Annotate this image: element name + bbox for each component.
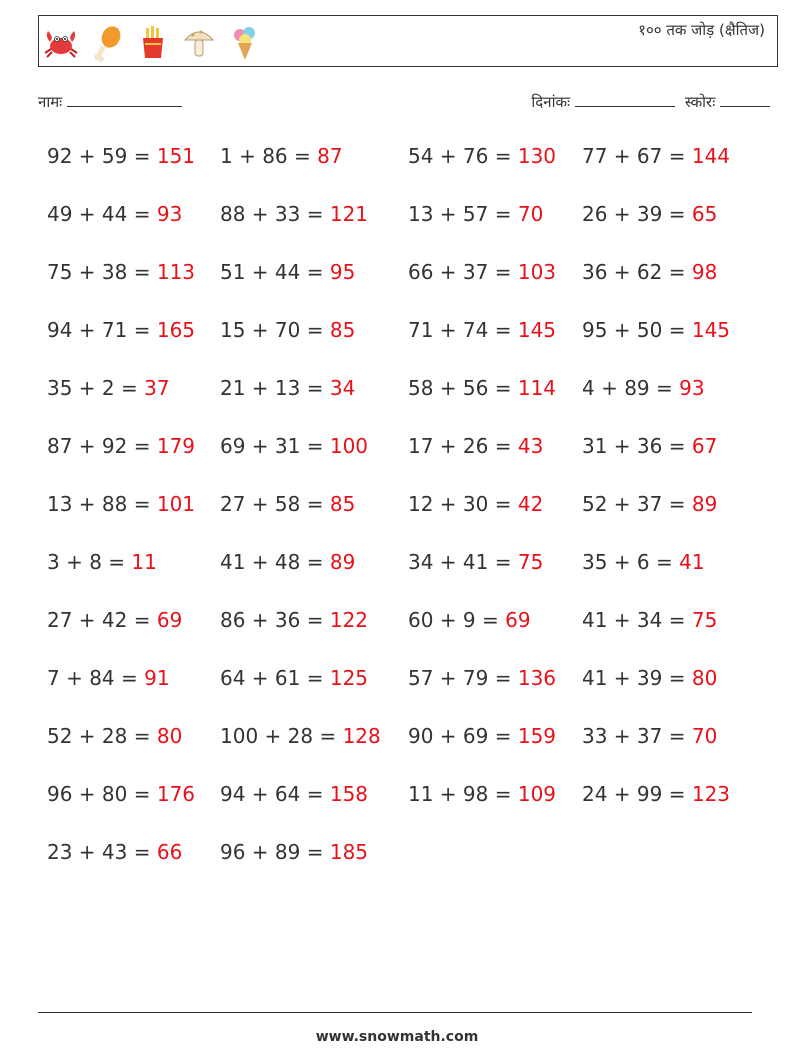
date-field (531, 92, 674, 112)
problem-expression: 71 + 74 = (408, 318, 518, 342)
problem-expression: 58 + 56 = (408, 376, 518, 400)
problem-expression: 17 + 26 = (408, 434, 518, 458)
problem-item (408, 666, 582, 724)
problem-answer: 165 (156, 318, 196, 342)
problem-expression: 35 + 2 = (47, 376, 145, 400)
problem-item (408, 202, 582, 260)
problem-answer: 87 (317, 144, 343, 168)
problem-item (220, 666, 408, 724)
problem-item (408, 260, 582, 318)
problem-expression: 1 + 86 = (220, 144, 318, 168)
problem-expression: 94 + 64 = (220, 782, 330, 806)
problem-answer: 75 (691, 608, 718, 632)
problem-item (220, 434, 408, 492)
problem-answer: 114 (517, 376, 557, 400)
date-label: दिनांकः (531, 93, 571, 111)
problem-expression: 51 + 44 = (220, 260, 330, 284)
problem-expression: 26 + 39 = (582, 202, 692, 226)
problem-answer: 89 (691, 492, 718, 516)
problem-item (582, 260, 767, 318)
problem-expression: 57 + 79 = (408, 666, 518, 690)
problem-item (47, 840, 220, 898)
problem-item (47, 434, 220, 492)
problem-expression: 12 + 30 = (408, 492, 518, 516)
name-field (38, 92, 182, 112)
date-blank[interactable] (575, 92, 675, 107)
problem-item (408, 318, 582, 376)
problem-answer: 80 (156, 724, 183, 748)
problem-answer: 145 (691, 318, 731, 342)
problem-item (220, 318, 408, 376)
problem-item (408, 144, 582, 202)
problem-expression: 52 + 28 = (47, 724, 157, 748)
problem-expression: 35 + 6 = (582, 550, 680, 574)
problem-item (47, 782, 220, 840)
header-box (38, 15, 778, 67)
problem-item (220, 840, 408, 898)
problem-answer: 103 (517, 260, 557, 284)
problem-item (220, 550, 408, 608)
problem-answer: 98 (691, 260, 718, 284)
problem-expression: 13 + 88 = (47, 492, 157, 516)
problem-answer: 85 (329, 318, 356, 342)
problem-answer: 70 (517, 202, 544, 226)
problem-answer: 66 (156, 840, 183, 864)
problem-expression: 86 + 36 = (220, 608, 330, 632)
problem-item (582, 782, 767, 840)
problem-answer: 42 (517, 492, 544, 516)
problem-item (220, 492, 408, 550)
problem-expression: 27 + 58 = (220, 492, 330, 516)
problem-expression: 66 + 37 = (408, 260, 518, 284)
problem-answer: 93 (156, 202, 183, 226)
problem-item (408, 550, 582, 608)
problem-expression: 41 + 39 = (582, 666, 692, 690)
chicken-leg-icon (89, 22, 125, 62)
name-blank[interactable] (67, 92, 182, 107)
problem-item (408, 608, 582, 666)
problem-answer: 43 (517, 434, 544, 458)
problem-answer: 67 (691, 434, 718, 458)
score-field (685, 92, 770, 112)
problem-expression: 27 + 42 = (47, 608, 157, 632)
problem-item (582, 434, 767, 492)
problem-expression: 13 + 57 = (408, 202, 518, 226)
problem-expression: 92 + 59 = (47, 144, 157, 168)
problem-expression: 24 + 99 = (582, 782, 692, 806)
problem-expression: 23 + 43 = (47, 840, 157, 864)
problem-expression: 31 + 36 = (582, 434, 692, 458)
problem-answer: 89 (329, 550, 356, 574)
problem-answer: 93 (679, 376, 705, 400)
problem-expression: 87 + 92 = (47, 434, 157, 458)
problem-expression: 4 + 89 = (582, 376, 680, 400)
problem-answer: 125 (329, 666, 369, 690)
problem-expression: 34 + 41 = (408, 550, 518, 574)
problem-item (582, 202, 767, 260)
date-score-fields (531, 92, 770, 112)
problem-answer: 179 (156, 434, 196, 458)
crab-icon (43, 22, 79, 62)
problem-item (582, 318, 767, 376)
problem-expression: 41 + 34 = (582, 608, 692, 632)
problem-item (47, 318, 220, 376)
problem-answer: 75 (517, 550, 544, 574)
problem-expression: 90 + 69 = (408, 724, 518, 748)
problem-item (220, 260, 408, 318)
problem-item (408, 434, 582, 492)
score-blank[interactable] (720, 92, 770, 107)
problem-item (408, 782, 582, 840)
problem-answer: 121 (329, 202, 369, 226)
problem-answer: 145 (517, 318, 557, 342)
problem-answer: 109 (517, 782, 557, 806)
problem-expression: 88 + 33 = (220, 202, 330, 226)
problem-answer: 130 (517, 144, 557, 168)
problem-expression: 60 + 9 = (408, 608, 506, 632)
problem-answer: 80 (691, 666, 718, 690)
problem-answer: 41 (679, 550, 705, 574)
problem-expression: 54 + 76 = (408, 144, 518, 168)
problem-grid (47, 144, 767, 898)
problem-answer: 176 (156, 782, 196, 806)
problem-answer: 69 (156, 608, 183, 632)
fries-icon (135, 22, 171, 62)
problem-answer: 34 (329, 376, 356, 400)
ice-cream-icon (227, 22, 263, 62)
problem-item (582, 550, 767, 608)
problem-answer: 128 (342, 724, 381, 748)
problem-answer: 100 (329, 434, 369, 458)
problem-item (47, 724, 220, 782)
problem-item (220, 144, 408, 202)
problem-item (47, 492, 220, 550)
problem-expression: 49 + 44 = (47, 202, 157, 226)
problem-answer: 11 (131, 550, 157, 574)
footer-divider (38, 1012, 752, 1013)
problem-item (582, 492, 767, 550)
problem-item (47, 376, 220, 434)
problem-expression: 36 + 62 = (582, 260, 692, 284)
problem-item (582, 608, 767, 666)
problem-answer: 122 (329, 608, 369, 632)
problem-expression: 96 + 80 = (47, 782, 157, 806)
problem-answer: 85 (329, 492, 356, 516)
mushroom-icon (181, 22, 217, 62)
problem-item (220, 376, 408, 434)
problem-answer: 91 (144, 666, 170, 690)
problem-item (408, 376, 582, 434)
problem-expression: 75 + 38 = (47, 260, 157, 284)
problem-item (582, 144, 767, 202)
problem-expression: 77 + 67 = (582, 144, 692, 168)
icon-strip (43, 22, 263, 62)
problem-item (220, 724, 408, 782)
problem-item (408, 724, 582, 782)
problem-answer: 159 (517, 724, 557, 748)
problem-item (408, 492, 582, 550)
problem-answer: 151 (156, 144, 196, 168)
problem-item (47, 144, 220, 202)
problem-answer: 144 (691, 144, 731, 168)
problem-expression: 21 + 13 = (220, 376, 330, 400)
problem-expression: 64 + 61 = (220, 666, 330, 690)
worksheet-title: १०० तक जोड़ (क्षैतिज) (638, 21, 765, 39)
problem-expression: 100 + 28 = (220, 724, 343, 748)
problem-expression: 96 + 89 = (220, 840, 330, 864)
problem-expression: 3 + 8 = (47, 550, 132, 574)
problem-expression: 69 + 31 = (220, 434, 330, 458)
problem-answer: 185 (329, 840, 369, 864)
problem-expression: 33 + 37 = (582, 724, 692, 748)
problem-answer: 123 (691, 782, 731, 806)
problem-answer: 70 (691, 724, 718, 748)
problem-item (47, 260, 220, 318)
problem-answer: 37 (144, 376, 170, 400)
problem-item (220, 608, 408, 666)
footer-url: www.snowmath.com (315, 1029, 479, 1045)
name-label: नामः (38, 93, 63, 111)
problem-item (47, 550, 220, 608)
problem-answer: 65 (691, 202, 718, 226)
problem-item (582, 376, 767, 434)
problem-expression: 15 + 70 = (220, 318, 330, 342)
problem-expression: 7 + 84 = (47, 666, 145, 690)
problem-answer: 101 (156, 492, 196, 516)
problem-answer: 69 (505, 608, 531, 632)
problem-item (47, 202, 220, 260)
problem-expression: 94 + 71 = (47, 318, 157, 342)
score-label: स्कोरः (684, 93, 716, 111)
problem-expression: 11 + 98 = (408, 782, 518, 806)
problem-item (582, 724, 767, 782)
problem-expression: 52 + 37 = (582, 492, 692, 516)
problem-answer: 158 (329, 782, 369, 806)
problem-answer: 136 (517, 666, 557, 690)
problem-item (220, 202, 408, 260)
problem-item (47, 608, 220, 666)
problem-expression: 95 + 50 = (582, 318, 692, 342)
problem-answer: 95 (329, 260, 356, 284)
problem-item (220, 782, 408, 840)
problem-answer: 113 (156, 260, 196, 284)
problem-expression: 41 + 48 = (220, 550, 330, 574)
problem-item (47, 666, 220, 724)
problem-item (582, 666, 767, 724)
